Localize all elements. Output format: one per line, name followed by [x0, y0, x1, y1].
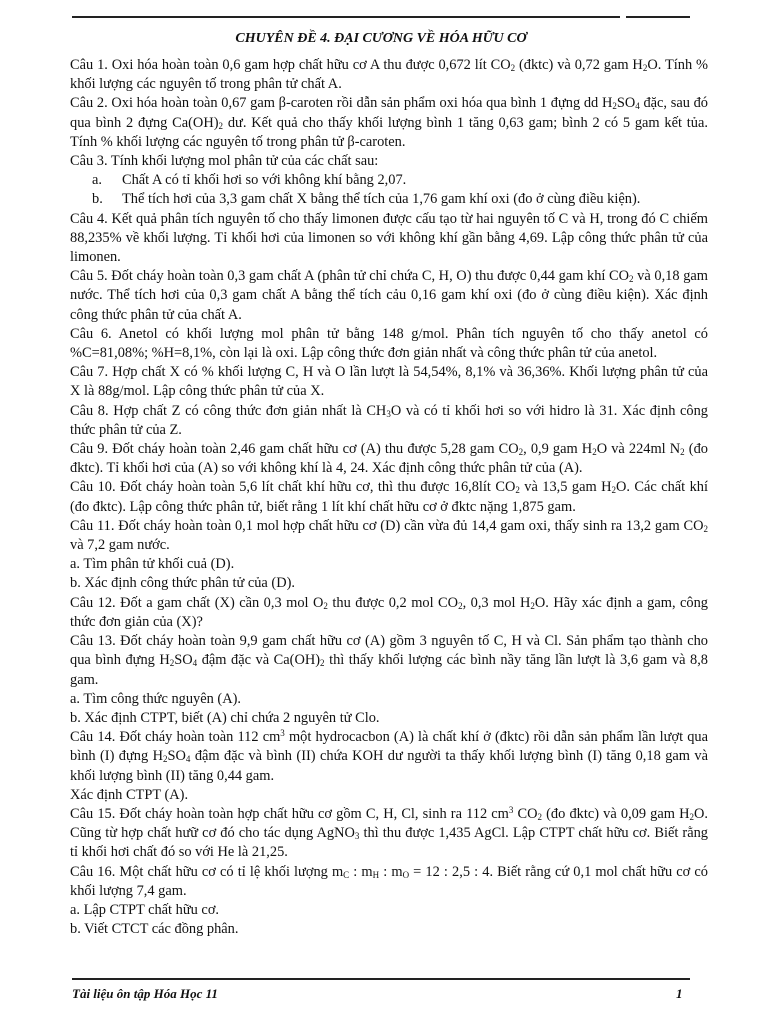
question-13: Câu 13. Đốt cháy hoàn toàn 9,9 gam chất hữu cơ (A) gồm 3 nguyên tố C, H và Cl. Sản phẩm tạo thành cho qua bình đựng $H_2SO_4$ đậm đặc và $Ca(OH)_2$ thì thấy khối lượng các bình nầy tăng lần lượt là 3,6 gam và 8,8 gam.: [70, 633, 709, 688]
page-number: 1: [676, 986, 683, 1001]
header-rule: [72, 16, 690, 18]
footer-title: Tài liệu ôn tập Hóa Học 11: [72, 986, 218, 1001]
question-2: Câu 2. Oxi hóa hoàn toàn 0,67 gam β-caroten rồi dẫn sản phẩm oxi hóa qua bình 1 đựng dd $H_2SO_4$ đặc, sau đó qua bình 2 đựng $Ca(OH)_2$ dư. Kết quả cho thấy khối lượng bình 1 tăng 0,63 gam; bình 2 có 5 gam kết tủa. Tính % khối lượng các nguyên tố trong phân tử β-caroten.: [70, 95, 708, 150]
question-3: Câu 3. Tính khối lượng mol phân tử của các chất sau:: [70, 153, 379, 170]
question-9: Câu 9. Đốt cháy hoàn toàn 2,46 gam chất hữu cơ (A) thu được 5,28 gam $CO_2$, 0,9 gam $H_2O$ và 224ml $N_2$ (đo đktc). Tỉ khối hơi của (A) so với không khí là 4, 24. Xác định công thức phân tử của (A).: [70, 441, 708, 477]
question-11b: b. Xác định công thức phân tử của (D).: [70, 575, 295, 592]
question-12: Câu 12. Đốt a gam chất (X) cần 0,3 mol $O_2$ thu được 0,2 mol $CO_2$, 0,3 mol $H_2O$. Hãy xác định a gam, công thức đơn giản của (X)?: [70, 594, 709, 630]
question-14: Câu 14. Đốt cháy hoàn toàn 112 $cm^3$ một hydrocacbon (A) là chất khí ở (đktc) rồi dẫn sản phẩm lần lượt qua bình (I) đựng $H_2SO_4$ đậm đặc và bình (II) chứa KOH dư người ta thấy khối lượng bình (I) tăng 0,18 gam và khối lượng bình (II) tăng 0,44 gam.: [70, 728, 708, 784]
question-4: Câu 4. Kết quả phân tích nguyên tố cho thấy limonen được cấu tạo từ hai nguyên tố C và H, trong đó C chiếm 88,235% về khối lượng. Tỉ khối hơi của limonen so với không khí gần bằng 4,69. Lập công thức phân tử của limonen.: [70, 210, 708, 266]
question-13b: b. Xác định CTPT, biết (A) chỉ chứa 2 nguyên tử Clo.: [70, 709, 380, 726]
question-6: Câu 6. Anetol có khối lượng mol phân tử bằng 148 g/mol. Phân tích nguyên tố cho thấy anetol có %C=81,08%; %H=8,1%, còn lại là oxi. Lập công thức đơn giản nhất và công thức phân tử của anetol.: [70, 325, 708, 362]
question-16b: b. Viết CTCT các đồng phân.: [70, 921, 239, 938]
question-8: Câu 8. Hợp chất Z có công thức đơn giản nhất là $CH_3O$ và có tỉ khối hơi so với hidro là 31. Xác định công thức phân tử của Z.: [70, 402, 708, 438]
question-15: Câu 15. Đốt cháy hoàn toàn hợp chất hữu cơ gồm C, H, Cl, sinh ra 112 $cm^3$ $CO_2$ (đo đktc) và 0,09 gam $H_2O$. Cũng từ hợp chất hưữ cơ đó cho tác dụng AgNO$_3$ thì thu được 1,435 AgCl. Lập CTPT chất hữu cơ. Biết rằng tỉ khối hơi chất đó so với He là 21,25.: [70, 804, 708, 861]
question-11: Câu 11. Đốt cháy hoàn toàn 0,1 mol hợp chất hữu cơ (D) cần vừa đủ 14,4 gam oxi, thấy sinh ra 13,2 gam $CO_2$ và 7,2 gam nước.: [70, 517, 708, 554]
question-14b: Xác định CTPT (A).: [70, 786, 189, 803]
question-13a: a. Tìm công thức nguyên (A).: [70, 690, 241, 707]
question-7: Câu 7. Hợp chất X có % khối lượng C, H và O lần lượt là 54,54%, 8,1% và 36,36%. Khối lượng phân tử của X là 88g/mol. Lập công thức phân tử của X.: [70, 364, 708, 400]
question-16: Câu 16. Một chất hữu cơ có tỉ lệ khối lượng $m_C$ : $m_H$ : $m_O = 12$ : 2,5 : 4. Biết rằng cứ 0,1 mol chất hữu cơ có khối lượng 7,4 gam.: [70, 863, 708, 899]
question-5: Câu 5. Đốt cháy hoàn toàn 0,3 gam chất A (phân tử chỉ chứa C, H, O) thu được 0,44 gam khí $CO_2$ và 0,18 gam nước. Thể tích hơi của 0,3 gam chất A bằng thể tích cảu 0,16 gam khí oxi (đo ở cùng điều kiện). Xác định công thức phân tử của chất A.: [70, 268, 708, 323]
question-3a: a. Chất A có tỉ khối hơi so với không khí bằng 2,07.: [92, 172, 407, 189]
question-10: Câu 10. Đốt cháy hoàn toàn 5,6 lít chất khí hữu cơ, thì thu được 16,8lít $CO_2$ và 13,5 gam $H_2O$. Các chất khí (đo đktc). Lập công thức phân tử, biết rằng 1 lít khí chất hữu cơ ở đktc nặng 1,875 gam.: [70, 479, 708, 515]
page-title: CHUYÊN ĐỀ 4. ĐẠI CƯƠNG VỀ HÓA HỮU CƠ: [235, 31, 527, 46]
question-16a: a. Lập CTPT chất hữu cơ.: [70, 901, 220, 918]
document-body: [70, 56, 708, 939]
footer-rule: [72, 978, 690, 980]
question-3b: b. Thể tích hơi của 3,3 gam chất X bằng thể tích của 1,76 gam khí oxi (đo ở cùng điều kiện).: [92, 191, 641, 208]
question-1: Câu 1. Oxi hóa hoàn toàn 0,6 gam hợp chất hữu cơ A thu được 0,672 lít $CO_2$ (đktc) và 0,72 gam $H_2O$. Tính % khối lượng các nguyên tố trong phân tử chất A.: [70, 57, 709, 93]
question-11a: a. Tìm phân tử khối cuả (D).: [70, 556, 235, 573]
